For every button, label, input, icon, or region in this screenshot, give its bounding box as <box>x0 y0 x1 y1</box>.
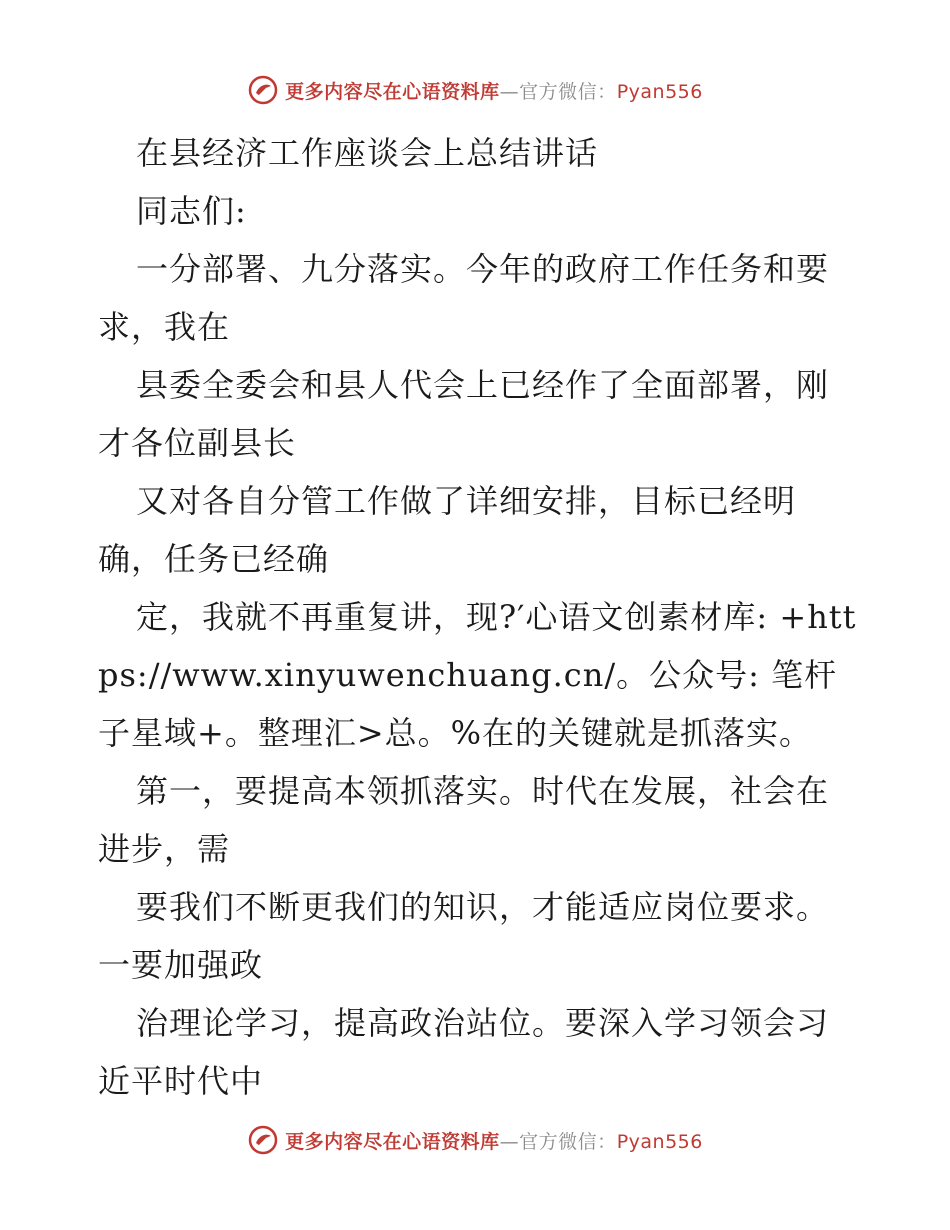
brand-logo-icon <box>247 74 279 106</box>
banner-wechat-id: Pyan556 <box>616 80 703 103</box>
banner-dash: — <box>499 1130 520 1153</box>
document-body <box>98 124 858 1110</box>
paragraph: 定，我就不再重复讲，现?′心语文创素材库: +https://www.xinyuwenchuang.cn/。公众号: 笔杆子星域+。整理汇>总。%在的关键就是抓落实。 <box>98 598 857 752</box>
banner-brand: 更多内容尽在心语资料库 <box>285 80 500 103</box>
paragraph: 要我们不断更我们的知识，才能适应岗位要求。一要加强政 <box>98 888 830 984</box>
document-title: 在县经济工作座谈会上总结讲话 <box>136 134 599 172</box>
paragraph: 治理论学习，提高政治站位。要深入学习领会习近平时代中 <box>98 1004 830 1100</box>
banner-wechat-label: 官方微信： <box>519 80 617 103</box>
footer-watermark-banner <box>0 1120 950 1160</box>
paragraph: 第一，要提高本领抓落实。时代在发展，社会在进步，需 <box>98 772 830 868</box>
header-watermark-banner <box>0 70 950 110</box>
paragraph: 同志们: <box>136 192 247 230</box>
paragraph: 一分部署、九分落实。今年的政府工作任务和要求，我在 <box>98 250 830 346</box>
banner-dash: — <box>499 80 520 103</box>
paragraph: 县委全委会和县人代会上已经作了全面部署，刚才各位副县长 <box>98 366 830 462</box>
banner-wechat-id: Pyan556 <box>616 1130 703 1153</box>
banner-brand: 更多内容尽在心语资料库 <box>285 1130 500 1153</box>
paragraph: 又对各自分管工作做了详细安排，目标已经明确，任务已经确 <box>98 482 797 578</box>
brand-logo-icon <box>247 1124 279 1156</box>
banner-wechat-label: 官方微信： <box>519 1130 617 1153</box>
banner-text <box>285 1127 703 1154</box>
banner-text <box>285 77 703 104</box>
